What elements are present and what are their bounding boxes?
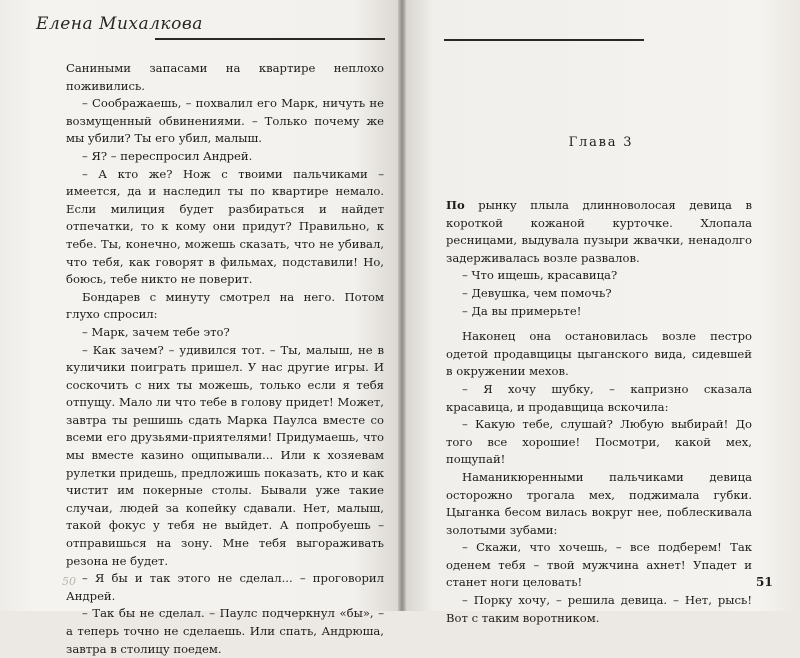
- opening-paragraph: [446, 197, 752, 267]
- paragraph: Наманикюренными пальчиками девица осторожно трогала мех, поджимала губки. Цыганка бесом вилась вокруг нее, поблескивала золотыми зубами:: [446, 469, 752, 537]
- paragraph: – А кто же? Нож с твоими пальчиками – имеется, да и наследил ты по квартире немало. Если милиция будет разбираться и найдет отпечатки, то к кому они придут? Правильно, к тебе. Ты, конечно, можешь сказать, что не убивал, что тебя, как говорят в фильмах, подставили! Но, боюсь, тебе никто не поверит.: [66, 166, 384, 287]
- paragraph: Бондарев с минуту смотрел на него. Потом глухо спросил:: [66, 289, 384, 322]
- paragraph: – Что ищешь, красавица?: [462, 268, 618, 283]
- paragraph: – Соображаешь, – похвалил его Марк, ничуть не возмущенный обвинениями. – Только почему же мы убили? Ты его убил, малыш.: [66, 96, 384, 146]
- paragraph: – Марк, зачем тебе это?: [82, 324, 230, 339]
- header-rule: [444, 39, 644, 41]
- opening-word: По: [446, 198, 465, 212]
- paragraph: – Я бы и так этого не сделал... – проговорил Андрей.: [66, 571, 384, 603]
- paragraph: – Я? – переспросил Андрей.: [82, 148, 253, 163]
- paragraph: – Девушка, чем помочь?: [462, 285, 612, 300]
- paragraph: Саниными запасами на квартире неплохо поживились.: [66, 61, 384, 93]
- section-spacer: [446, 320, 752, 328]
- book-gutter: [398, 0, 406, 611]
- paragraph: – Какую тебе, слушай? Любую выбирай! До того все хорошие! Посмотри, какой мех, пощупай!: [446, 417, 752, 467]
- page-number-left: 50: [62, 575, 76, 588]
- paragraph: – Я хочу шубку, – капризно сказала красавица, и продавщица вскочила:: [446, 381, 752, 414]
- page-number-right: 51: [756, 575, 773, 589]
- paragraph: – Да вы примерьте!: [462, 303, 582, 318]
- paragraph: – Скажи, что хочешь, – все подберем! Так оденем тебя – твой мужчина ахнет! Упадет и станет ноги целовать!: [446, 540, 752, 590]
- running-head-author: Елена Михалкова: [36, 14, 203, 34]
- right-page-body: [446, 197, 752, 627]
- header-rule: [155, 38, 385, 40]
- chapter-title: Глава 3: [568, 135, 634, 150]
- paragraph: Наконец она остановилась возле пестро одетой продавщицы цыганского вида, сидевшей в окружении мехов.: [446, 329, 752, 379]
- left-page-body: [66, 60, 384, 658]
- paragraph: – Как зачем? – удивился тот. – Ты, малыш, не в куличики поиграть пришел. У нас другие игры. И соскочить с них ты можешь, только если я тебя отпущу. Мало ли что тебе в голову придет! Может, завтра ты решишь сдать Марка Паулса вместе со всеми его друзьями-приятелями! Придумаешь, что мы вместе казино ощипывали... Или к хозяевам рулетки придешь, предложишь показать, кто и как чистит им покерные столы. Бывали уже такие случаи, людей за копейку сдавали. Нет, малыш, такой фокус у тебя не выйдет. А попробуешь – отправишься на зону. Мне тебя выгораживать резона не будет.: [66, 342, 384, 568]
- paragraph: – Порку хочу, – решила девица. – Нет, рысь! Вот с таким воротником.: [446, 593, 752, 625]
- paragraph: – Так бы не сделал. – Паулс подчеркнул «бы», – а теперь точно не сделаешь. Или спать, Андрюша, завтра в столицу поедем.: [66, 606, 384, 656]
- opening-text: рынку плыла длинноволосая девица в короткой кожаной курточке. Хлопала ресницами, выдувала пузыри жвачки, ненадолго задерживалась возле развалов.: [446, 198, 752, 265]
- right-page: [402, 0, 800, 625]
